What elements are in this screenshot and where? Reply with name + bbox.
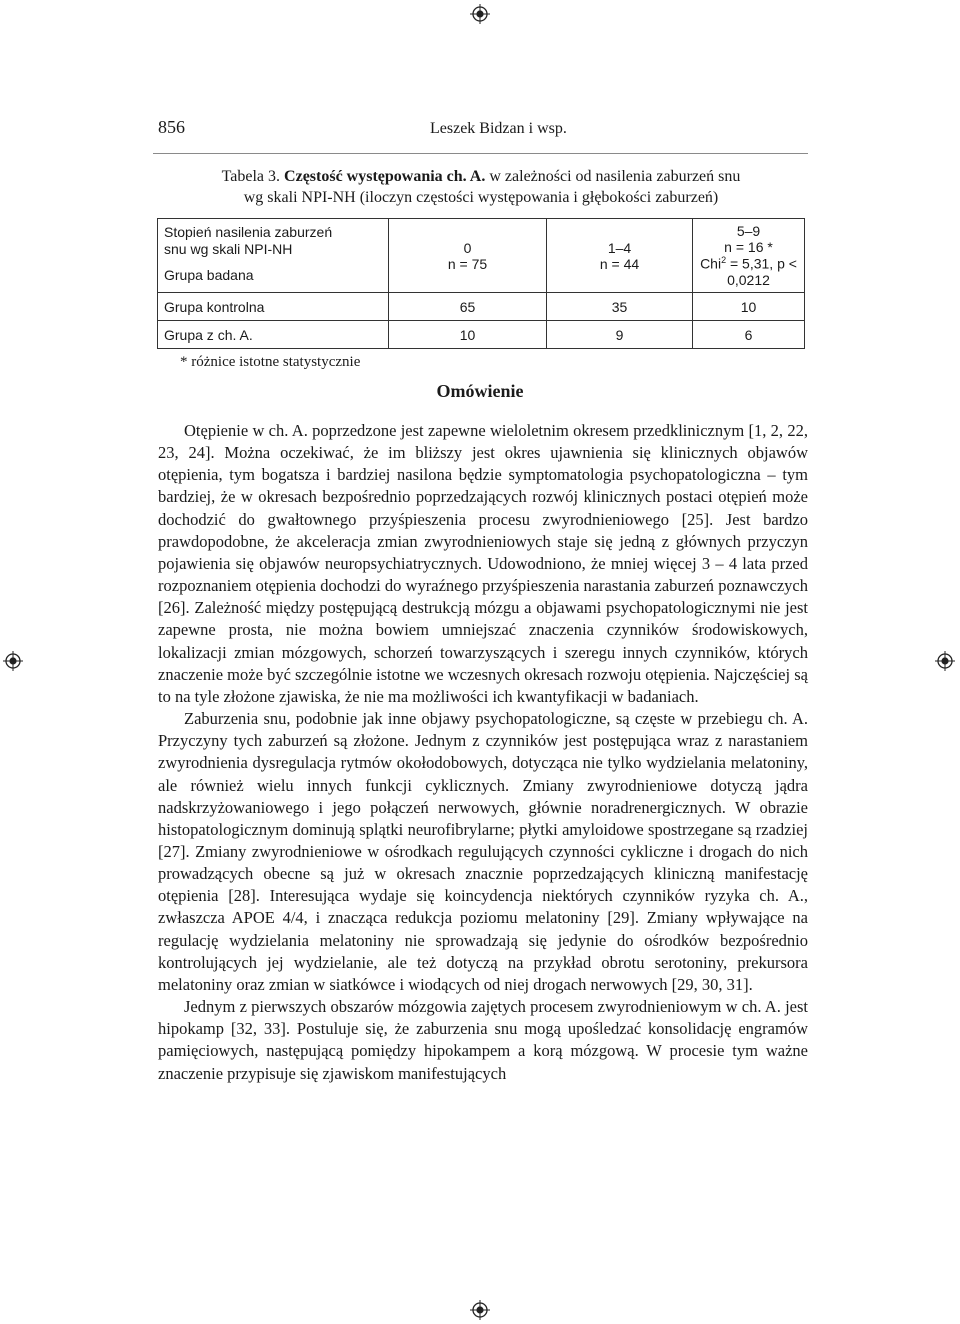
header-divider	[153, 153, 808, 154]
paragraph: Zaburzenia snu, podobnie jak inne objawy psychopatologiczne, są częste w przebiegu ch. A. Przyczyny tych zaburzeń są złożone. Jednym z czynników jest postępująca wraz z narastaniem zwyrodnienia dysregulacja rytmów okołodobowych, dotycząca nie tylko wydzielania melatoniny, ale również wielu innych funkcji cyklicznych. Zmiany zwyrodnieniowe dotyczą jądra nadskrzyżowaniowego i jego połączeń nerwowych, głównie noradrenergicznych. W obrazie histopatologicznym dominują splątki neurofibrylarne; płytki amyloidowe spostrzegane są rzadziej [27]. Zmiany zwyrodnieniowe w ośrodkach regulujących czynności cykliczne i drogach do nich prowadzących obecne są już w okresach znacznie poprzedzających kliniczną manifestację otępienia [28]. Interesująca wydaje się koincydencja niektórych czynników ryzyka ch. A., zwłaszcza APOE 4/4, i znacząca redukcja poziomu melatoniny [29]. Zmiany wpływające na regulację wydzielania melatoniny nie sprowadzają się jedynie do ośrodków bezpośrednio kontrolujących jej wydzielanie, ale też dotyczą na przykład obrotu serotoniny, prekursora melatoniny oraz zmian w siatkówce i wiodących od niej drogach nerwowych [29, 30, 31].	[158, 709, 808, 994]
registration-mark-icon	[470, 1300, 490, 1320]
data-table	[157, 218, 805, 349]
page-header	[158, 117, 808, 141]
column-label: 1–4	[607, 239, 632, 256]
registration-mark-icon	[935, 651, 955, 671]
column-header	[547, 219, 693, 293]
stat-rest: = 5,31, p < 0,0212	[726, 255, 797, 288]
column-header	[389, 219, 547, 293]
table-cell: 10	[693, 293, 805, 321]
table-header-row	[158, 219, 805, 293]
column-n: n = 16 *	[724, 239, 773, 256]
table-cell: 35	[547, 293, 693, 321]
row-label: Grupa z ch. A.	[158, 321, 389, 349]
table-row	[158, 293, 805, 321]
registration-mark-icon	[3, 651, 23, 671]
table-row	[158, 321, 805, 349]
caption-prefix: Tabela 3.	[221, 168, 281, 185]
corner-header-line1: Stopień nasilenia zaburzeń	[164, 224, 333, 240]
paragraph: Jednym z pierwszych obszarów mózgowia zajętych procesem zwyrodnieniowym w ch. A. jest hipokamp [32, 33]. Postuluje się, że zaburzenia snu mogą upośledzać konsolidację engramów pamięciowych, następującą pomiędzy hipokampem a korą mózgową. W procesie tym ważne znaczenie przypisuje się zjawiskom manifestujących	[158, 997, 808, 1083]
column-label: 0	[463, 239, 472, 256]
caption-title-rest: w zależności od nasilenia zaburzeń snu	[485, 168, 741, 185]
page-number: 856	[158, 117, 185, 137]
caption-line-1	[150, 166, 812, 187]
stat-superscript: 2	[721, 255, 727, 266]
column-n: n = 44	[599, 255, 640, 272]
section-title: Omówienie	[436, 381, 524, 401]
stat-prefix: Chi	[700, 255, 722, 272]
column-header	[693, 219, 805, 293]
table-caption	[150, 166, 812, 208]
registration-mark-icon	[470, 4, 490, 24]
paragraph: Otępienie w ch. A. poprzedzone jest zapewne wieloletnim okresem przedklinicznym [1, 2, 22, 23, 24]. Można oczekiwać, że im bliższy jest okres ujawnienia się klinicznych objawów otępienia, tym bogatsza i bardziej nasilona będzie symptomatologia psychopatologiczna – tym bardziej, że w okresach bezpośrednio poprzedzających rozwój klinicznych postaci otępień może dochodzić do gwałtownego przyśpieszenia procesu zwyrodnieniowego [25]. Jest bardzo prawdopodobne, że akceleracja zmian zwyrodnieniowych staje się jedną z głównych przyczyn pojawienia się objawów neuropsychiatrycznych. Udowodniono, że mniej więcej 3 – 4 lata przed rozpoznaniem otępienia dochodzi do wyraźnego przyśpieszenia narastania zaburzeń poznawczych [26]. Zależność między postępującą destrukcją mózgu a objawami psychopatologicznymi nie jest zapewne prosta, nie można bowiem umniejszać znaczenia czynników środowiskowych, lokalizacji zmian mózgowych, schorzeń towarzyszących i szeregu innych czynników, których znaczenie może być szczególnie istotne we wczesnych okresach rozwoju otępienia. Najczęściej są to na tyle złożone zjawiska, że nie ma możliwości ich kwantyfikacji w badaniach.	[158, 421, 808, 706]
row-label: Grupa kontrolna	[158, 293, 389, 321]
running-head: Leszek Bidzan i wsp.	[430, 120, 567, 137]
table-cell: 6	[693, 321, 805, 349]
corner-header-cell	[158, 219, 389, 293]
caption-bold-title: Częstość występowania ch. A.	[280, 168, 486, 185]
body-text	[158, 420, 808, 1085]
table-cell: 65	[389, 293, 547, 321]
table-footnote: * różnice istotne statystycznie	[180, 354, 361, 370]
caption-line-2: wg skali NPI-NH (iloczyn częstości występowania i głębokości zaburzeń)	[243, 189, 719, 206]
column-n: n = 75	[447, 255, 488, 272]
column-stat	[699, 255, 798, 288]
column-label: 5–9	[736, 223, 761, 240]
table-cell: 10	[389, 321, 547, 349]
corner-header-line2: snu wg skali NPI-NH	[164, 241, 293, 257]
table-cell: 9	[547, 321, 693, 349]
corner-header-line3: Grupa badana	[164, 267, 254, 283]
